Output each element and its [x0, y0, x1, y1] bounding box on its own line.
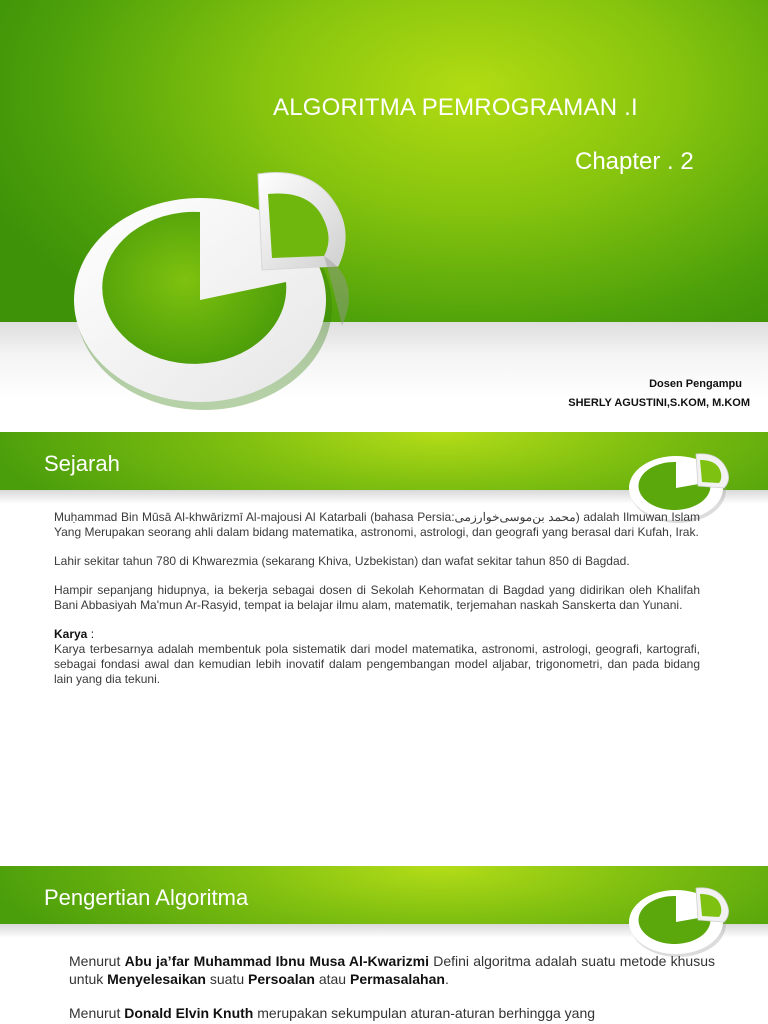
- lecturer-label: Dosen Pengampu: [649, 378, 742, 390]
- history-paragraph-1: [54, 510, 700, 540]
- paragraph-text: Defini algoritma adalah suatu metode khusus untuk: [69, 953, 715, 987]
- chapter-label: Chapter . 2: [575, 148, 694, 175]
- persian-name: محمد بن‌موسى‌خوارزمی: [454, 510, 576, 524]
- history-paragraph-3: Hampir sepanjang hidupnya, ia bekerja sebagai dosen di Sekolah Kehormatan di Bagdad yang didirikan oleh Khalifah Bani Abbasiyah Ma'mun Ar-Rasyid, tempat ia belajar ilmu alam, matematik, terjemahan naskah Sanskerta dan Yunani.: [54, 583, 700, 612]
- karya-paragraph: Karya terbesarnya adalah membentuk pola sistematik dari model matematika, astronomi, astrologi, geografi, kartografi, sebagai fondasi awal dan kemudian lebih inovatif dalam pengembangan model aljabar, trigonometri, dan pada bidang lain yang dia tekuni.: [54, 642, 700, 686]
- paragraph-text: Muḥammad Bin Mūsā Al-khwārizmī Al-majousi Al Katarbali (bahasa Persia:: [54, 510, 455, 524]
- author-name: Abu ja’far Muhammad Ibnu Musa Al-Kwarizmi: [124, 953, 430, 969]
- title-slide: [0, 0, 768, 432]
- slide-heading: Sejarah: [44, 451, 120, 476]
- definition-slide: [0, 866, 768, 1024]
- pie-chart-sticker-icon: [626, 880, 736, 960]
- author-name: Donald Elvin Knuth: [124, 1005, 254, 1021]
- definition-paragraph-2: [69, 1004, 715, 1022]
- karya-heading: [54, 627, 700, 642]
- paragraph-text: merupakan sekumpulan aturan-aturan berhingga yang: [253, 1005, 596, 1021]
- paragraph-text: ) adalah Ilmuwan Islam Yang Merupakan seorang ahli dalam bidang matematika, astronomi, astrologi, dan geografi yang berasal dari Kufah, Irak.: [54, 510, 700, 539]
- paragraph-text: Menurut: [69, 1005, 125, 1021]
- definition-text: [69, 952, 715, 1024]
- lecturer-name: SHERLY AGUSTINI,S.KOM, M.KOM: [568, 397, 750, 409]
- karya-label: Karya: [54, 627, 88, 641]
- history-text: [54, 510, 700, 701]
- paragraph-text: .: [444, 971, 449, 987]
- keyword: Menyelesaikan: [107, 971, 206, 987]
- definition-paragraph-1: [69, 952, 715, 988]
- history-slide: [0, 432, 768, 864]
- slide-heading: Pengertian Algoritma: [44, 885, 249, 910]
- pie-chart-sticker-icon: [72, 150, 372, 420]
- paragraph-text: Menurut: [69, 953, 125, 969]
- paragraph-text: atau: [314, 971, 350, 987]
- keyword: Persoalan: [248, 971, 315, 987]
- karya-colon: :: [87, 627, 95, 641]
- paragraph-text: suatu: [205, 971, 249, 987]
- history-paragraph-2: Lahir sekitar tahun 780 di Khwarezmia (sekarang Khiva, Uzbekistan) dan wafat sekitar tahun 850 di Bagdad.: [54, 554, 630, 568]
- presentation-title: ALGORITMA PEMROGRAMAN .I: [273, 94, 638, 121]
- keyword: Permasalahan: [349, 971, 445, 987]
